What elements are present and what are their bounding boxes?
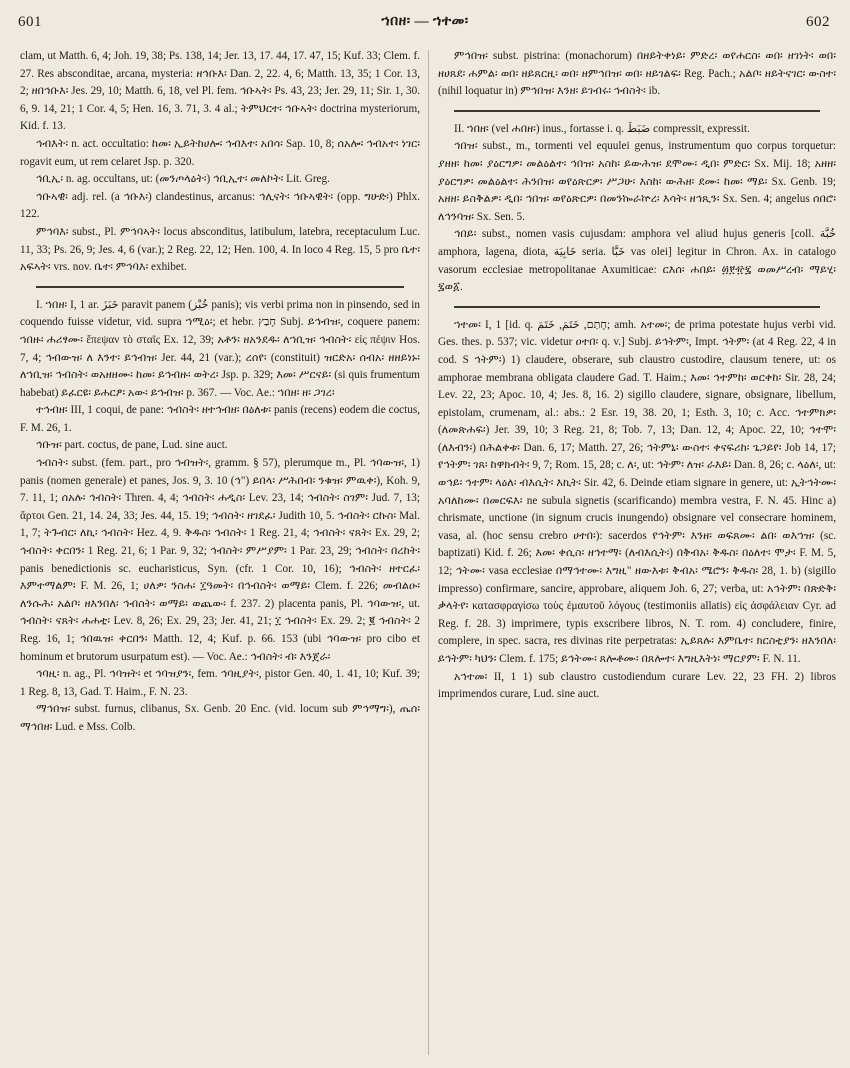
- section-rule: [36, 286, 404, 288]
- dictionary-entry: clam, ut Matth. 6, 4; Joh. 19, 38; Ps. 138, 14; Jer. 13, 17. 44, 17. 47, 15; Kuf. 33; Clem. f. 27. Res absconditae, arcana, mysteria: ዘኅቡእ፡ Dan. 2, 22. 4, 6; Matth. 13, 35; 1 Cor. 13, 2; ዘበኅቡእ፡ Jes. 29, 10; Matth. 6, 18, vel Pl. fem. ኅቡኣት፡ Ps. 43, 23; Jer. 29, 11; Sir. 1, 30. 6, 9. 14, 21; 1 Cor. 4, 5; Hen. 16, 3. 71, 3. 4 al.; ትምህርተ፡ ኅቡኣት፡ doctrina mysteriorum, Kid. f. 13.: [20, 50, 420, 133]
- dictionary-entry: I. ኀበዘ፡ I, 1 ar. خَبَزَ paravit panem (خُبْز panis); vis verbi prima non in pinsendo, sed in coquendo fuisse videtur, vid. supra ኀሚዕ፡; et hebr. חָבַץ Subj. ይኅብዝ፡, coquere panem: ኀበዙ፡ ሐሪፃሙ፡ ἔπεψαν τὸ σταῖς Ex. 12, 39; አቶን፡ ዘአንደዱ፡ ለኀቢዝ፡ ኅብስት፡ εἰς πέψιν Hos. 7, 4; ኅብውዝ፡ ለ እንተ፡ ይኅብዝ፡ Jer. 44, 21 (var.); ረሰየ፡ (constituit) ዝርድአ፡ ሰብአ፡ ዘዘይነኑ፡ ለኀቢዝ፡ ኅብስት፡ ወአዘዘሙ፡ ከመ፡ ይኅብዙ፡ ወትረ፡ Jsp. p. 329; እመ፡ ሥርናይ፡ (si quis frumentum habebat) ይፈርዩ፡ ይሐርፆ፡ አው፡ ይኀብዝ፡ p. 367. — Voc. Ae.: ኀበዘ፡ ዘ፡ ጋገረ፡: [20, 298, 420, 399]
- dictionary-entry: ማኅበዝ፡ subst. furnus, clibanus, Sx. Genb. 20 Enc. (vid. locum sub ምኅማግ፡), ጤሰ፡ ማኅበዘ፡ Lud. e Mss. Colb.: [20, 703, 420, 733]
- dictionary-entry: ኅባዚ፡ n. ag., Pl. ኅባዝት፡ et ኅባዝያን፡, fem. ኅባዚያት፡, pistor Gen. 40, 1. 41, 10; Kuf. 39; 1 Reg. 8, 13, Gad. T. Haim., F. N. 23.: [20, 668, 420, 698]
- dictionary-entry: II. ኀበዘ፡ (vel ሐበዘ፡) inus., fortasse i. q. ضَبَطَ compressit, expressit.: [454, 122, 750, 135]
- dictionary-entry: ኅቡዝ፡ part. coctus, de pane, Lud. sine auct.: [36, 439, 228, 452]
- left-column: [20, 48, 420, 1058]
- right-column: [438, 48, 836, 1058]
- dictionary-entry: ኅበዝ፡ subst., m., tormenti vel equulei genus, instrumentum quo corpus torquetur: ያዘዘ፡ ከመ፡ ያዕርግዎ፡ መልዕልተ፡ ኅበዝ፡ አስከ፡ ይውሕዝ፡ ደሞሙ፡ ዲበ፡ ምድር፡ Sx. Mij. 18; አዘዘ፡ ያዕርግዎ፡ መልዕልተ፡ ሕንበዝ፡ ወየዕጽርዎ፡ ሥጋሁ፡ እስከ፡ ውሕዘ፡ ደሙ፡ ከመ፡ ማይ፡ Sx. Genb. 19; አዘዘ፡ ይስቅልዎ፡ ዲበ፡ ኅበዝ፡ ወየዕጽርዎ፡ በመንኰራኵረ፡ እሳት፡ ዘኅጺን፡ Sx. Sen. 4; angelus ሰበሮ፡ ለኅንባዝ፡ Sx. Sen. 5.: [438, 140, 836, 223]
- column-divider: [428, 50, 429, 1055]
- dictionary-entry: ኅቢኢ፡ n. ag. occultans, ut: (መንጦላዕት፡) ኅቢኢተ፡ መለኮት፡ Lit. Greg.: [36, 173, 330, 186]
- running-head: ኀበዘ፡ — ኀተመ፡: [381, 14, 469, 29]
- page-number-left: 601: [18, 14, 42, 30]
- dictionary-entry: ምኅባእ፡ subst., Pl. ምኅባኣት፡ locus absconditus, latibulum, latebra, receptaculum Luc. 11, 33; Ps. 26, 9; Jes. 4, 6 (var.); 2 Reg. 22, 12; Hen. 100, 4. In loco 4 Reg. 15, 5 pro ቤተ፡ አፍኣት፡ vrs. nov. ቤተ፡ ምኅባእ፡ exhibet.: [20, 225, 420, 274]
- dictionary-entry: ኅብእት፡ n. act. occultatio: ከመ፡ ኢይትከሀሎ፡ ኅብእተ፡ አበሳ፡ Sap. 10, 8; ሰአሎ፡ ኅብአተ፡ ነገር፡ rogavit eum, ut rem celaret Jsp. p. 320.: [20, 137, 420, 168]
- page-number-right: 602: [806, 14, 830, 30]
- dictionary-entry: አኅተመ፡ II, 1 1) sub claustro custodiendum curare Lev. 22, 23 FH. 2) libros imprimendos curare, Lud. sine auct.: [438, 670, 836, 701]
- section-rule: [454, 306, 820, 308]
- page-header: [0, 0, 850, 40]
- dictionary-entry: ኅበይ፡ subst., nomen vasis cujusdam: amphora vel aliud hujus generis [coll. خُبَّة amphora, lagena, diota, خَابِيَة seria. خَبَّا vas olei] legitur in Chron. Ax. in catalogo vasorum ecclesiae metropolitanae Axumiticae: ርእሰ፡ ሐበይ፡ ፴፻፹፯ ወመሥረብ፡ ማይሂ፡ ፯ወ፩.: [438, 228, 836, 294]
- dictionary-entry: ተኅብዘ፡ III, 1 coqui, de pane: ኅብስት፡ ዘተኅብዘ፡ በዕለቱ፡ panis (recens) eodem die coctus, F. M. 26, 1.: [20, 404, 420, 434]
- dictionary-entry: ኅብስት፡ subst. (fem. part., pro ኅብዝት፡, gramm. § 57), plerumque m., Pl. ኅባውዝ፡, 1) panis (nomen generale) et panes, Jos. 9, 3. 10 (ኅ") ይበላ፡ ሥሕበብ፡ ንቁዝ፡ ምዉቀ፡), Koh. 9, 7. 11, 1; ሰአሉ፡ ኅብስት፡ Thren. 4, 4; ኅብስት፡ ሐዲስ፡ Lev. 23, 14; ኅብስት፡ ስገም፡ Jud. 7, 13; ἄρτοι Gen. 21, 14. 24, 33; Jes. 44, 15. 19; ኅብስት፡ ዘገደፈ፡ Judith 10, 5. ኅብስት፡ ርኩስ፡ Mal. 1, 7; ትጉብር፡ ለኪ፡ ኅብስት፡ Hez. 4, 9. ቅዱስ፡ ኅብስት፡ 1 Reg. 21, 4; ኅብስት፡ ናጸት፡ Ex. 29, 2; ኅብስት፡ ቀርበን፡ 1 Reg. 21, 6; 1 Par. 9, 32; ኅብስት፡ ምሥያም፡ 1 Par. 23, 29; ኅብስት፡ በረከት፡ panis benedictionis sc. eucharisticus, Syn. (cfr. 1 Cor. 10, 16); ኅብስት፡ ዘተርፈ፡ እምተማልም፡ F. M. 26, 1; ሀለዎ፡ ንስሐ፡ ፲ዓመት፡ በኅብስት፡ ወማይ፡ Clem. f. 226; መብልዑ፡ ለንሱሕ፡ አልቦ፡ ዘእንበለ፡ ኅብስት፡ ወማይ፡ ወጨው፡ f. 237. 2) placenta panis, Pl. ኅባውዝ፡, ut. ኅብስት፡ ናጸት፡ ሐሐቲ፡ Lev. 8, 26; Ex. 29, 23; Jer. 41, 21; ፲ ኅብስት፡ Ex. 29. 2; ፪ ኅብስት፡ 2 Reg. 16, 1; ኅበዉዝ፡ ቀርበን፡ Matth. 12, 4; Kuf. p. 66. 153 (ubi ኅባውዝ፡ pro cibo et hominum et brutorum usurpatum est). — Voc. Ae.: ኅብስት፡ ብ፡ እንጀራ፡: [20, 457, 420, 663]
- dictionary-entry: ኅቡኣዊ፡ adj. rel. (a ኅቡእ፡) clandestinus, arcanus: ኅሊናት፡ ኅቡኣዊት፡ (opp. ግሁድ፡) Phlx. 122.: [20, 190, 420, 221]
- section-rule: [454, 110, 820, 112]
- dictionary-entry: ምኅበዝ፡ subst. pistrina: (monachorum) በዘይትቀነይ፡ ምድረ፡ ወየሐርስ፡ ወበ፡ ዘገነት፡ ወበ፡ ዘሀጸደ፡ ሐምል፡ ወበ፡ ዘይጸርዚ፡ ወበ፡ ዘምኅበዝ፡ ወበ፡ ዘይገልፍ፡ Reg. Pach.; አልቦ፡ ዘይትናገር፡ ውስተ፡ (nihil loquatur in) ምኅበዝ፡ እንዘ፡ ይገብሩ፡ ኅብስት፡ ib.: [438, 50, 836, 98]
- dictionary-entry: ኀተመ፡ I, 1 [id. q. חָתַם, خَتَمَ, خَتَمَ; amh. አተመ፡; de prima potestate hujus verbi vid. Ges. thes. p. 537; vic. videtur ዐተበ፡ q. v.] Subj. ይኅትም፡, Impt. ኅትም፡ (at 4 Reg. 22, 4 in cod. S ኅትም፡) 1) claudere, obserare, sub claustro custodire, clausum tenere, ut: os amphorae membrana obligata claudere Gad. T. Haim.; እመ፡ ኅተምከ፡ ወርቀከ፡ Sir. 28, 24; Lev. 22, 23; Apoc. 10, 4; Jes. 8, 16. 2) sigillo claudere, signare, obsignare, libellum, epistolam, crumenam, al.: abs.: 2 Esr. 19, 38. 20, 1; Esth. 3, 10; c. Acc. ኅተምክዎ፡ (ለመጽሐፍ፡) Jer. 39, 10; 3 Reg. 21, 8; Tob. 7, 13; Dan. 12, 4; Apoc. 22, 10; ኅተሞ፡ (ለእብን፡) በሕልቀቱ፡ Dan. 6, 17; Matth. 27, 26; ኅትምኒ፡ ውስተ፡ ቀናፍሪከ፡ ጌጋይየ፡ Job 14, 17; የኅትም፡ ገጸ፡ ከዋክብት፡ 9, 7; Rom. 15, 28; c. ለ፡, ut: ኅትም፡ ለዝ፡ ራእይ፡ Dan. 8, 26; c. ላዕለ፡, ut: ወኅይ፡ ኅተም፡ ላዕለ፡ ብእሲት፡ እኪት፡ Sir. 42, 6. Deinde etiam signare in genere, ut: ኢትኅትሙ፡ አባለከሙ፡ በመርፍእ፡ ne subula signetis (scarificando) membra vestra, F. N. 45. Hinc a) chrismate, unctione (in signum crucis inungendo) obsignare vel consecrare hominem, vasa, al. (hoc sensu crebro ሀተበ፡): sacerdos የኅትም፡ እንዘ፡ ወፍጸሙ፡ ልበ፡ ወእኀዝ፡ (sc. baptizati) Kid. f. 26; እመ፡ ቀሲስ፡ ዘኅተማ፡ (ለብእሲት፡) በቅብአ፡ ቅዱስ፡ በዕለተ፡ ሞታ፡ F. M. 5, 12; ኅትሙ፡ vasa ecclesiae በማኅተሙ፡ እግዚ" ዘውእቱ፡ ቅብአ፡ ሜሮን፡ ቅዱስ፡ 28, 1. b) (sigillo impresso) confirmare, sancire, approbare, aliquem Joh. 6, 27; verba, ut: አኅትም፡ በጽድቅ፡ ቃላትየ፡ κατασφραγίσω τοὺς ἐμαυτοῦ λόγους (testimoniis allatis) εἰς ἀσφάλειαν Cyr. ad Reg. f. 28. 3) imprimere, typis exscribere libros, N. T. rom. 4) concludere, finire, complere, in spec. sacra, res divinas rite perpetratas: ኢይጸሉ፡ እምቤተ፡ ክርስቲያን፡ ዘእንበለ፡ ይኅትም፡ ካህን፡ Clem. f. 175; ይኅትሙ፡ ጸሎቶሙ፡ በጸሎተ፡ እግዚእትነ፡ ማርያም፡ F. N. 11.: [438, 318, 836, 665]
